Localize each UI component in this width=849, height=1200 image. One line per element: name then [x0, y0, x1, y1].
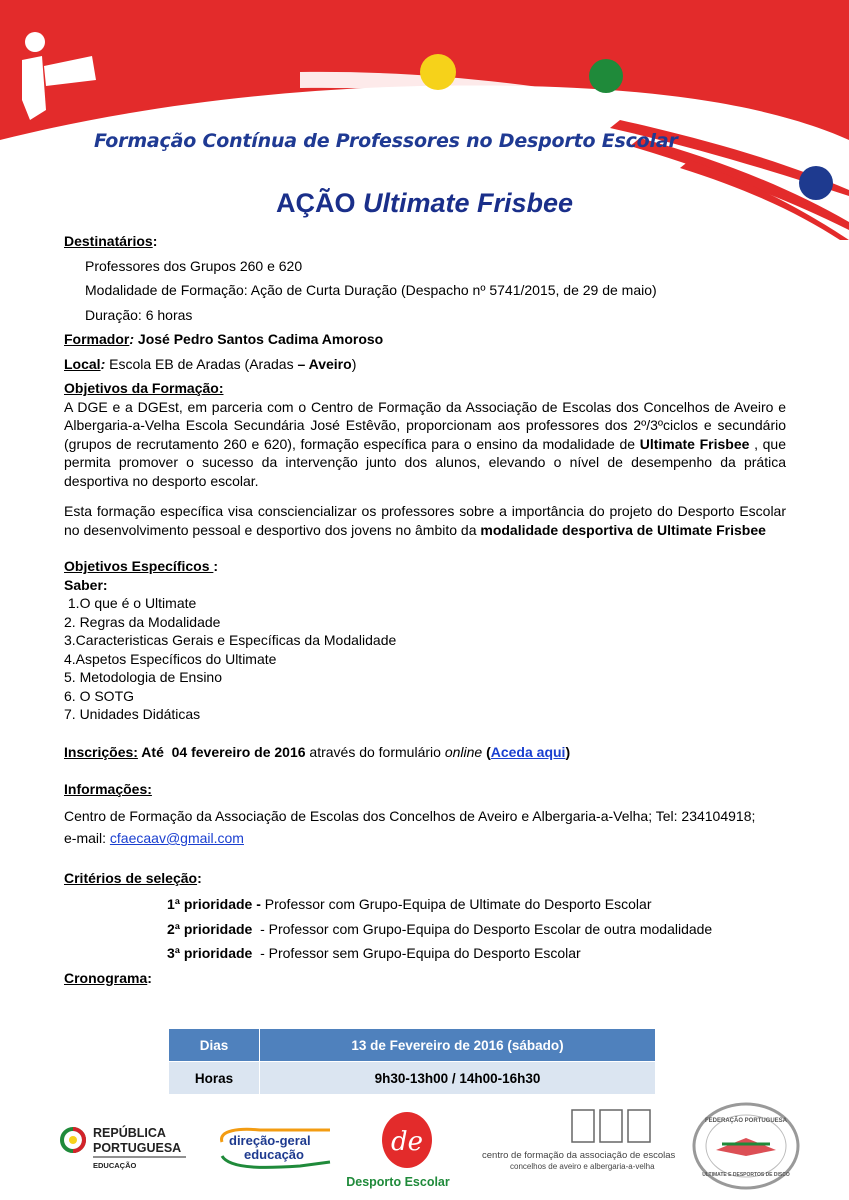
cronograma-table [168, 1028, 656, 1095]
table-row [169, 1029, 656, 1062]
yellow-dot [420, 54, 456, 90]
especificos-item: 6. O SOTG [64, 687, 135, 704]
especificos-item: 2. Regras da Modalidade [64, 613, 221, 630]
table-cell: Horas [169, 1062, 260, 1095]
destinatarios-line: Modalidade de Formação: Ação de Curta Duração (Despacho nº 5741/2015, de 29 de maio) [85, 282, 657, 298]
especificos-item: 5. Metodologia de Ensino [64, 669, 222, 685]
desporto-escolar-logo [346, 1112, 450, 1189]
svg-text:REPÚBLICA: REPÚBLICA [93, 1126, 166, 1140]
especificos-item: 4.Aspetos Específicos do Ultimate [64, 650, 277, 667]
informacoes-line: Centro de Formação da Associação de Escolas dos Concelhos de Aveiro e Albergaria-a-Velha; Tel: 234104918; [64, 807, 756, 824]
criterios-heading: Critérios de seleção: [64, 869, 202, 886]
svg-text:Desporto Escolar: Desporto Escolar [346, 1175, 450, 1189]
subtitle: Formação Contínua de Professores no Desporto Escolar [94, 130, 678, 152]
svg-text:FEDERAÇÃO PORTUGUESA: FEDERAÇÃO PORTUGUESA [704, 1118, 788, 1124]
republica-portuguesa-logo [62, 1125, 186, 1170]
criterio-item: 2ª prioridade - Professor com Grupo-Equipa do Desporto Escolar de outra modalidade [167, 920, 713, 937]
table-cell: 9h30-13h00 / 14h00-16h30 [260, 1062, 656, 1095]
svg-text:educação: educação [244, 1147, 304, 1162]
table-row [169, 1062, 656, 1095]
destinatarios-line: Duração: 6 horas [85, 306, 193, 323]
aceda-aqui-link[interactable]: Aceda aqui [490, 743, 566, 760]
svg-text:de: de [390, 1127, 424, 1157]
svg-text:PORTUGUESA: PORTUGUESA [93, 1141, 182, 1155]
criterio-item: 1ª prioridade - Professor com Grupo-Equipa de Ultimate do Desporto Escolar [167, 896, 652, 912]
federacao-ultimate-logo [694, 1104, 798, 1188]
objetivos-paragraph-2: Esta formação específica visa consciencializar os professores sobre a importância do projeto do Desporto Escolar no desenvolvimento pessoal e desportivo dos jovens no âmbito da modalidade desportiva de Ultimate Frisbee [64, 503, 786, 538]
local: Local: Escola EB de Aradas (Aradas – Aveiro) [64, 355, 357, 372]
svg-text:EDUCAÇÃO: EDUCAÇÃO [93, 1161, 137, 1170]
cronograma-heading: Cronograma: [64, 969, 152, 986]
criterio-item: 3ª prioridade - Professor sem Grupo-Equipa do Desporto Escolar [167, 945, 581, 961]
objetivos-heading: Objetivos da Formação: [64, 380, 224, 396]
page-title: AÇÃO Ultimate Frisbee [275, 188, 574, 218]
table-cell: Dias [169, 1029, 260, 1062]
centro-formacao-logo [482, 1110, 676, 1171]
green-dot [589, 59, 623, 93]
informacoes-email: e-mail: cfaecaav@gmail.com [64, 830, 244, 846]
svg-text:ULTIMATE E DESPORTOS DE DISCO: ULTIMATE E DESPORTOS DE DISCO [702, 1172, 790, 1178]
dge-logo [222, 1129, 330, 1167]
especificos-item: 1.O que é o Ultimate [64, 595, 197, 611]
svg-text:concelhos de aveiro e albergar: concelhos de aveiro e albergaria-a-velha [510, 1162, 655, 1171]
document-body [64, 230, 786, 987]
email-link[interactable]: cfaecaav@gmail.com [109, 830, 244, 846]
formador: Formador: José Pedro Santos Cadima Amoroso [64, 331, 384, 347]
destinatarios-line: Professores dos Grupos 260 e 620 [85, 257, 303, 274]
inscricoes: Inscrições: Até 04 fevereiro de 2016 através do formulário online (Aceda aqui) [64, 743, 571, 760]
especificos-item: 3.Caracteristicas Gerais e Específicas da Modalidade [64, 632, 397, 648]
svg-text:direção-geral: direção-geral [229, 1133, 311, 1148]
footer-logos [0, 1100, 849, 1200]
svg-text:centro de formação da associaç: centro de formação da associação de escolas [482, 1150, 676, 1161]
especificos-heading: Objetivos Específicos : [64, 558, 219, 574]
table-cell: 13 de Fevereiro de 2016 (sábado) [260, 1029, 656, 1062]
saber-label: Saber: [64, 576, 108, 593]
destinatarios-heading: Destinatários: [64, 233, 158, 249]
especificos-item: 7. Unidades Didáticas [64, 706, 201, 722]
objetivos-paragraph-1: A DGE e a DGEst, em parceria com o Centro de Formação da Associação de Escolas dos Concelhos de Aveiro e Albergaria-a-Velha Escola Secundária José Estêvão, proporcionam aos professores dos 2º/3ºciclos e secundário (grupos de recrutamento 260 e 620), formação específica para o ensino da modalidade de Ultimate Frisbee , que permita promover o sucesso da intervenção junto dos alunos, elevando o nível de desempenho da prática desportiva no desporto escolar. [64, 398, 786, 489]
informacoes-heading: Informações: [64, 781, 152, 797]
